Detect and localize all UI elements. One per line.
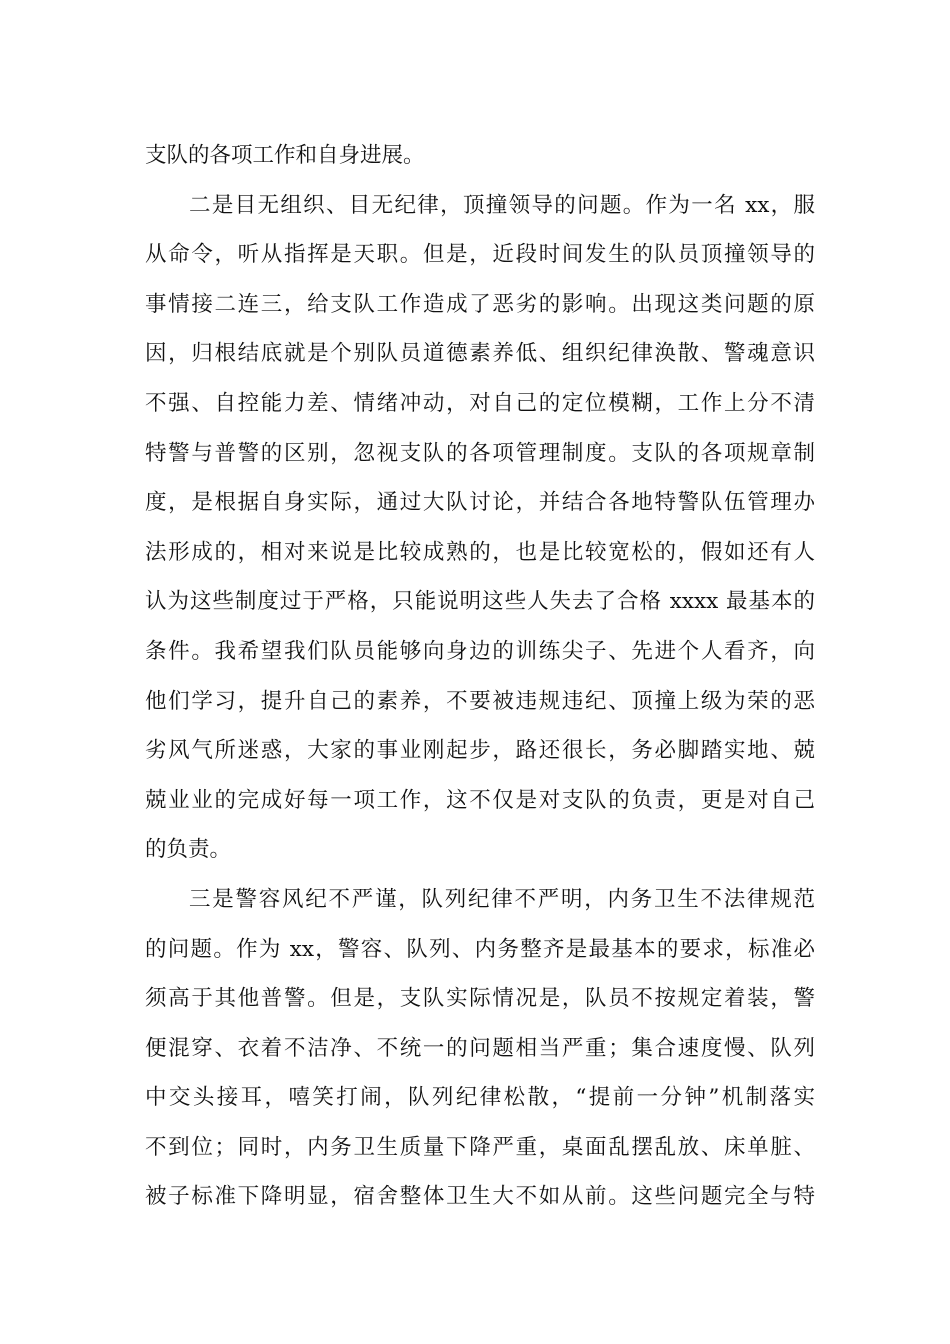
paragraph-2-line-6: 特警与普警的区别，忽视支队的各项管理制度。支队的各项规章制 bbox=[145, 440, 815, 466]
paragraph-2-line-11: 他们学习，提升自己的素养，不要被违规违纪、顶撞上级为荣的恶 bbox=[145, 688, 815, 714]
paragraph-1-line-1: 支队的各项工作和自身进展。 bbox=[145, 143, 425, 168]
paragraph-2-line-4: 因，归根结底就是个别队员道德素养低、组织纪律涣散、警魂意识 bbox=[145, 341, 815, 367]
document-body bbox=[145, 131, 815, 1222]
paragraph-3-line-7: 被子标准下降明显，宿舍整体卫生大不如从前。这些问题完全与特 bbox=[145, 1184, 815, 1210]
paragraph-2-line-12: 劣风气所迷惑，大家的事业刚起步，路还很长，务必脚踏实地、兢 bbox=[145, 738, 815, 764]
paragraph-2-line-9: 认为这些制度过于严格，只能说明这些人失去了合格 xxxx 最基本的 bbox=[145, 589, 815, 615]
paragraph-2-line-2: 从命令，听从指挥是天职。但是，近段时间发生的队员顶撞领导的 bbox=[145, 242, 815, 268]
paragraph-2-line-8: 法形成的，相对来说是比较成熟的，也是比较宽松的，假如还有人 bbox=[145, 539, 815, 565]
paragraph-3-line-5: 中交头接耳，嘻笑打闹，队列纪律松散，“提前一分钟”机制落实 bbox=[145, 1085, 815, 1111]
paragraph-2-line-3: 事情接二连三，给支队工作造成了恶劣的影响。出现这类问题的原 bbox=[145, 291, 815, 317]
paragraph-3-line-6: 不到位；同时，内务卫生质量下降严重，桌面乱摆乱放、床单脏、 bbox=[145, 1134, 815, 1160]
paragraph-2-line-5: 不强、自控能力差、情绪冲动，对自己的定位模糊，工作上分不清 bbox=[145, 390, 815, 416]
paragraph-3-line-1: 三是警容风纪不严谨，队列纪律不严明，内务卫生不法律规范 bbox=[189, 886, 815, 912]
paragraph-3-line-2: 的问题。作为 xx，警容、队列、内务整齐是最基本的要求，标准必 bbox=[145, 936, 815, 962]
paragraph-3-line-3: 须高于其他普警。但是，支队实际情况是，队员不按规定着装，警 bbox=[145, 986, 815, 1012]
paragraph-2-line-10: 条件。我希望我们队员能够向身边的训练尖子、先进个人看齐，向 bbox=[145, 638, 815, 664]
paragraph-3-line-4: 便混穿、衣着不洁净、不统一的问题相当严重；集合速度慢、队列 bbox=[145, 1035, 815, 1061]
paragraph-2-line-7: 度，是根据自身实际，通过大队讨论，并结合各地特警队伍管理办 bbox=[145, 490, 815, 516]
paragraph-2-line-1: 二是目无组织、目无纪律，顶撞领导的问题。作为一名 xx，服 bbox=[189, 192, 815, 218]
paragraph-2-line-13: 兢业业的完成好每一项工作，这不仅是对支队的负责，更是对自己 bbox=[145, 787, 815, 813]
paragraph-2-line-14: 的负责。 bbox=[145, 837, 232, 863]
